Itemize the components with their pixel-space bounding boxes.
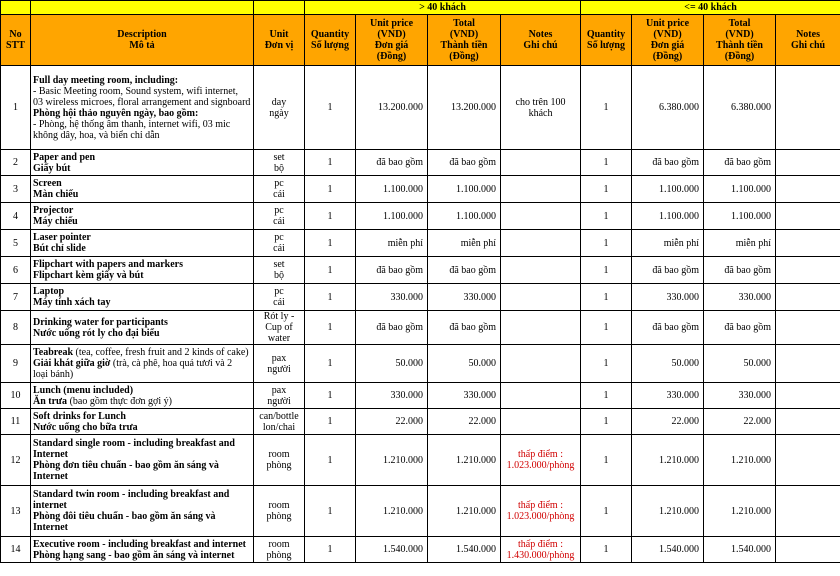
total-under: 50.000 bbox=[704, 345, 776, 383]
row-number: 4 bbox=[1, 203, 31, 230]
notes-over: thấp điểm : 1.023.000/phòng bbox=[501, 435, 581, 486]
group-spacer-unit bbox=[254, 1, 305, 15]
unit-price-under: 330.000 bbox=[632, 383, 704, 409]
description-line: - Basic Meeting room, Sound system, wifi internet, bbox=[33, 85, 238, 97]
description-line: Nước uống cho bữa trưa bbox=[33, 421, 138, 433]
quantity-over: 1 bbox=[305, 311, 356, 345]
row-number: 14 bbox=[1, 537, 31, 563]
description-line: Phòng hội thảo nguyên ngày, bao gồm: bbox=[33, 107, 199, 119]
total-over: đã bao gồm bbox=[428, 311, 501, 345]
quantity-under: 1 bbox=[581, 150, 632, 176]
total-over: 1.210.000 bbox=[428, 486, 501, 537]
notes-over: thấp điểm : 1.023.000/phòng bbox=[501, 486, 581, 537]
unit-price-under: 1.210.000 bbox=[632, 435, 704, 486]
description-line: internet bbox=[33, 500, 67, 511]
quantity-over: 1 bbox=[305, 150, 356, 176]
total-under: 22.000 bbox=[704, 409, 776, 435]
notes-under bbox=[776, 486, 840, 537]
notes-under bbox=[776, 257, 840, 284]
description-line: 03 wireless microes, floral arrangement and signboard bbox=[33, 96, 251, 108]
row-unit: room phòng bbox=[254, 537, 305, 563]
table-row bbox=[1, 409, 840, 435]
row-unit: room phòng bbox=[254, 486, 305, 537]
notes-over bbox=[501, 345, 581, 383]
header-unit-price-over: Unit price (VND) Đơn giá (Đồng) bbox=[356, 15, 428, 66]
description-line: Screen bbox=[33, 178, 62, 189]
description-line: Giấy bút bbox=[33, 162, 71, 174]
row-number: 10 bbox=[1, 383, 31, 409]
quantity-over: 1 bbox=[305, 537, 356, 563]
table-row bbox=[1, 383, 840, 409]
row-number: 2 bbox=[1, 150, 31, 176]
description-line: Lunch (menu included) bbox=[33, 384, 134, 396]
quantity-under: 1 bbox=[581, 66, 632, 150]
row-number: 7 bbox=[1, 284, 31, 311]
notes-over: thấp điểm : 1.430.000/phòng bbox=[501, 537, 581, 563]
group-over-40: > 40 khách bbox=[305, 1, 581, 15]
total-under: 330.000 bbox=[704, 284, 776, 311]
row-number: 11 bbox=[1, 409, 31, 435]
row-number: 8 bbox=[1, 311, 31, 345]
description-line: Flipchart kèm giấy và bút bbox=[33, 270, 144, 281]
description-line: Internet bbox=[33, 471, 68, 482]
description-line: Standard single room - including breakfast and bbox=[33, 438, 235, 449]
row-unit: pc cái bbox=[254, 176, 305, 203]
quantity-under: 1 bbox=[581, 230, 632, 257]
row-unit: Rót ly - Cup of water bbox=[254, 311, 305, 345]
table-row bbox=[1, 284, 840, 311]
unit-price-over: đã bao gồm bbox=[356, 150, 428, 176]
header-notes-under: Notes Ghi chú bbox=[776, 15, 840, 66]
quantity-over: 1 bbox=[305, 409, 356, 435]
total-under: 1.210.000 bbox=[704, 486, 776, 537]
table-row bbox=[1, 176, 840, 203]
row-number: 5 bbox=[1, 230, 31, 257]
total-under: 1.540.000 bbox=[704, 537, 776, 563]
total-under: 1.100.000 bbox=[704, 203, 776, 230]
description-line: Drinking water for participants bbox=[33, 316, 168, 328]
quantity-under: 1 bbox=[581, 435, 632, 486]
notes-under bbox=[776, 230, 840, 257]
description-line: - Phòng, hệ thống âm thanh, internet wifi, 03 mic bbox=[33, 118, 231, 130]
description-line: Laptop bbox=[33, 286, 65, 297]
description-line: Internet bbox=[33, 449, 68, 460]
quantity-over: 1 bbox=[305, 486, 356, 537]
table-row bbox=[1, 345, 840, 383]
header-unit: Unit Đơn vị bbox=[254, 15, 305, 66]
unit-price-over: đã bao gồm bbox=[356, 311, 428, 345]
header-no: No STT bbox=[1, 15, 31, 66]
notes-over bbox=[501, 409, 581, 435]
row-unit: set bộ bbox=[254, 150, 305, 176]
quantity-over: 1 bbox=[305, 284, 356, 311]
total-over: 1.210.000 bbox=[428, 435, 501, 486]
total-over: miễn phí bbox=[428, 230, 501, 257]
header-notes-over: Notes Ghi chú bbox=[501, 15, 581, 66]
total-over: 330.000 bbox=[428, 383, 501, 409]
quantity-under: 1 bbox=[581, 311, 632, 345]
quantity-over: 1 bbox=[305, 66, 356, 150]
notes-under bbox=[776, 66, 840, 150]
unit-price-over: 22.000 bbox=[356, 409, 428, 435]
notes-under bbox=[776, 176, 840, 203]
notes-under bbox=[776, 345, 840, 383]
quantity-over: 1 bbox=[305, 435, 356, 486]
total-over: 330.000 bbox=[428, 284, 501, 311]
table-row bbox=[1, 150, 840, 176]
notes-over bbox=[501, 230, 581, 257]
header-total-under: Total (VND) Thành tiền (Đồng) bbox=[704, 15, 776, 66]
description-line: Phòng đôi tiêu chuẩn - bao gồm ăn sáng và bbox=[33, 511, 216, 522]
unit-price-under: 1.210.000 bbox=[632, 486, 704, 537]
unit-price-over: 1.210.000 bbox=[356, 435, 428, 486]
quantity-under: 1 bbox=[581, 345, 632, 383]
row-description bbox=[31, 257, 254, 284]
row-number: 3 bbox=[1, 176, 31, 203]
unit-price-under: đã bao gồm bbox=[632, 311, 704, 345]
description-line: không dây, hoa, và biển chỉ dẫn bbox=[33, 129, 160, 141]
description-line: Projector bbox=[33, 205, 74, 216]
unit-price-over: 1.100.000 bbox=[356, 203, 428, 230]
unit-price-over: 13.200.000 bbox=[356, 66, 428, 150]
description-line: Ăn trưa (bao gồm thực đơn gợi ý) bbox=[33, 395, 172, 407]
group-spacer-no bbox=[1, 1, 31, 15]
row-unit: pc cái bbox=[254, 203, 305, 230]
description-line: Executive room - including breakfast and internet bbox=[33, 538, 246, 550]
header-quantity-under: Quantity Số lượng bbox=[581, 15, 632, 66]
total-over: 1.100.000 bbox=[428, 176, 501, 203]
description-line: Standard twin room - including breakfast and bbox=[33, 489, 230, 500]
description-line: Giải khát giữa giờ (trà, cà phê, hoa quả tươi và 2 bbox=[33, 358, 233, 369]
total-under: 1.100.000 bbox=[704, 176, 776, 203]
total-over: đã bao gồm bbox=[428, 150, 501, 176]
row-description bbox=[31, 383, 254, 409]
description-line: Internet bbox=[33, 522, 68, 533]
notes-under bbox=[776, 311, 840, 345]
group-header-row bbox=[1, 1, 840, 15]
description-line: loại bánh) bbox=[33, 369, 74, 380]
unit-price-under: miễn phí bbox=[632, 230, 704, 257]
row-unit: pax người bbox=[254, 383, 305, 409]
unit-price-over: 50.000 bbox=[356, 345, 428, 383]
row-description bbox=[31, 409, 254, 435]
row-description bbox=[31, 311, 254, 345]
total-over: 1.540.000 bbox=[428, 537, 501, 563]
notes-over bbox=[501, 257, 581, 284]
row-description bbox=[31, 435, 254, 486]
header-total-over: Total (VND) Thành tiền (Đồng) bbox=[428, 15, 501, 66]
notes-over bbox=[501, 284, 581, 311]
description-line: Bút chỉ slide bbox=[33, 243, 86, 254]
unit-price-under: 1.100.000 bbox=[632, 176, 704, 203]
quantity-over: 1 bbox=[305, 345, 356, 383]
quantity-under: 1 bbox=[581, 257, 632, 284]
description-line: Nước uống rót ly cho đại biểu bbox=[33, 327, 160, 339]
unit-price-under: 22.000 bbox=[632, 409, 704, 435]
quantity-under: 1 bbox=[581, 176, 632, 203]
unit-price-over: 1.540.000 bbox=[356, 537, 428, 563]
row-unit: pax người bbox=[254, 345, 305, 383]
row-description bbox=[31, 284, 254, 311]
row-unit: day ngày bbox=[254, 66, 305, 150]
description-line: Teabreak (tea, coffee, fresh fruit and 2 kinds of cake) bbox=[33, 347, 249, 358]
header-unit-price-under: Unit price (VND) Đơn giá (Đồng) bbox=[632, 15, 704, 66]
row-description bbox=[31, 150, 254, 176]
header-description: Description Mô tả bbox=[31, 15, 254, 66]
total-under: đã bao gồm bbox=[704, 257, 776, 284]
notes-under bbox=[776, 435, 840, 486]
table-row bbox=[1, 537, 840, 563]
unit-price-under: 330.000 bbox=[632, 284, 704, 311]
notes-over bbox=[501, 203, 581, 230]
description-line: Paper and pen bbox=[33, 151, 96, 163]
unit-price-over: đã bao gồm bbox=[356, 257, 428, 284]
row-description bbox=[31, 230, 254, 257]
table-row bbox=[1, 230, 840, 257]
notes-over bbox=[501, 150, 581, 176]
quantity-under: 1 bbox=[581, 383, 632, 409]
table-body bbox=[1, 66, 840, 563]
unit-price-under: 50.000 bbox=[632, 345, 704, 383]
header-quantity-over: Quantity Số lượng bbox=[305, 15, 356, 66]
quantity-under: 1 bbox=[581, 409, 632, 435]
unit-price-over: 1.210.000 bbox=[356, 486, 428, 537]
row-unit: can/bottle lon/chai bbox=[254, 409, 305, 435]
column-header-row bbox=[1, 15, 840, 66]
total-over: 50.000 bbox=[428, 345, 501, 383]
notes-over bbox=[501, 383, 581, 409]
row-unit: set bộ bbox=[254, 257, 305, 284]
notes-under bbox=[776, 203, 840, 230]
notes-under bbox=[776, 537, 840, 563]
quantity-under: 1 bbox=[581, 537, 632, 563]
description-line: Laser pointer bbox=[33, 232, 91, 243]
notes-under bbox=[776, 284, 840, 311]
row-description bbox=[31, 176, 254, 203]
notes-over bbox=[501, 176, 581, 203]
row-unit: pc cái bbox=[254, 230, 305, 257]
unit-price-over: 1.100.000 bbox=[356, 176, 428, 203]
total-under: đã bao gồm bbox=[704, 150, 776, 176]
unit-price-under: 1.540.000 bbox=[632, 537, 704, 563]
quantity-over: 1 bbox=[305, 257, 356, 284]
description-line: Phòng đơn tiêu chuẩn - bao gồm ăn sáng và bbox=[33, 460, 219, 471]
row-unit: room phòng bbox=[254, 435, 305, 486]
total-over: 22.000 bbox=[428, 409, 501, 435]
quantity-over: 1 bbox=[305, 203, 356, 230]
total-under: miễn phí bbox=[704, 230, 776, 257]
description-line: Full day meeting room, including: bbox=[33, 74, 179, 86]
notes-under bbox=[776, 409, 840, 435]
row-number: 1 bbox=[1, 66, 31, 150]
row-number: 13 bbox=[1, 486, 31, 537]
total-under: 330.000 bbox=[704, 383, 776, 409]
total-over: 13.200.000 bbox=[428, 66, 501, 150]
group-under-40: <= 40 khách bbox=[581, 1, 840, 15]
row-number: 12 bbox=[1, 435, 31, 486]
unit-price-over: miễn phí bbox=[356, 230, 428, 257]
unit-price-under: 1.100.000 bbox=[632, 203, 704, 230]
row-description bbox=[31, 66, 254, 150]
unit-price-under: đã bao gồm bbox=[632, 257, 704, 284]
description-line: Soft drinks for Lunch bbox=[33, 410, 126, 422]
group-spacer-desc bbox=[31, 1, 254, 15]
total-over: đã bao gồm bbox=[428, 257, 501, 284]
row-description bbox=[31, 345, 254, 383]
table-row bbox=[1, 486, 840, 537]
table-row bbox=[1, 435, 840, 486]
total-under: 1.210.000 bbox=[704, 435, 776, 486]
unit-price-over: 330.000 bbox=[356, 383, 428, 409]
description-line: Màn chiếu bbox=[33, 189, 79, 200]
unit-price-under: đã bao gồm bbox=[632, 150, 704, 176]
description-line: Flipchart with papers and markers bbox=[33, 259, 183, 270]
table-row bbox=[1, 66, 840, 150]
row-unit: pc cái bbox=[254, 284, 305, 311]
total-under: đã bao gồm bbox=[704, 311, 776, 345]
row-description bbox=[31, 203, 254, 230]
table-row bbox=[1, 257, 840, 284]
table-row bbox=[1, 311, 840, 345]
notes-under bbox=[776, 150, 840, 176]
unit-price-under: 6.380.000 bbox=[632, 66, 704, 150]
total-under: 6.380.000 bbox=[704, 66, 776, 150]
quantity-over: 1 bbox=[305, 176, 356, 203]
quantity-under: 1 bbox=[581, 486, 632, 537]
quantity-under: 1 bbox=[581, 284, 632, 311]
quantity-under: 1 bbox=[581, 203, 632, 230]
row-description bbox=[31, 537, 254, 563]
table-row bbox=[1, 203, 840, 230]
quantity-over: 1 bbox=[305, 230, 356, 257]
notes-under bbox=[776, 383, 840, 409]
row-number: 9 bbox=[1, 345, 31, 383]
description-line: Máy tính xách tay bbox=[33, 297, 111, 308]
description-line: Máy chiếu bbox=[33, 216, 78, 227]
notes-over: cho trên 100 khách bbox=[501, 66, 581, 150]
total-over: 1.100.000 bbox=[428, 203, 501, 230]
quantity-over: 1 bbox=[305, 383, 356, 409]
unit-price-over: 330.000 bbox=[356, 284, 428, 311]
row-number: 6 bbox=[1, 257, 31, 284]
description-line: Phòng hạng sang - bao gồm ăn sáng và internet bbox=[33, 549, 235, 561]
row-description bbox=[31, 486, 254, 537]
notes-over bbox=[501, 311, 581, 345]
